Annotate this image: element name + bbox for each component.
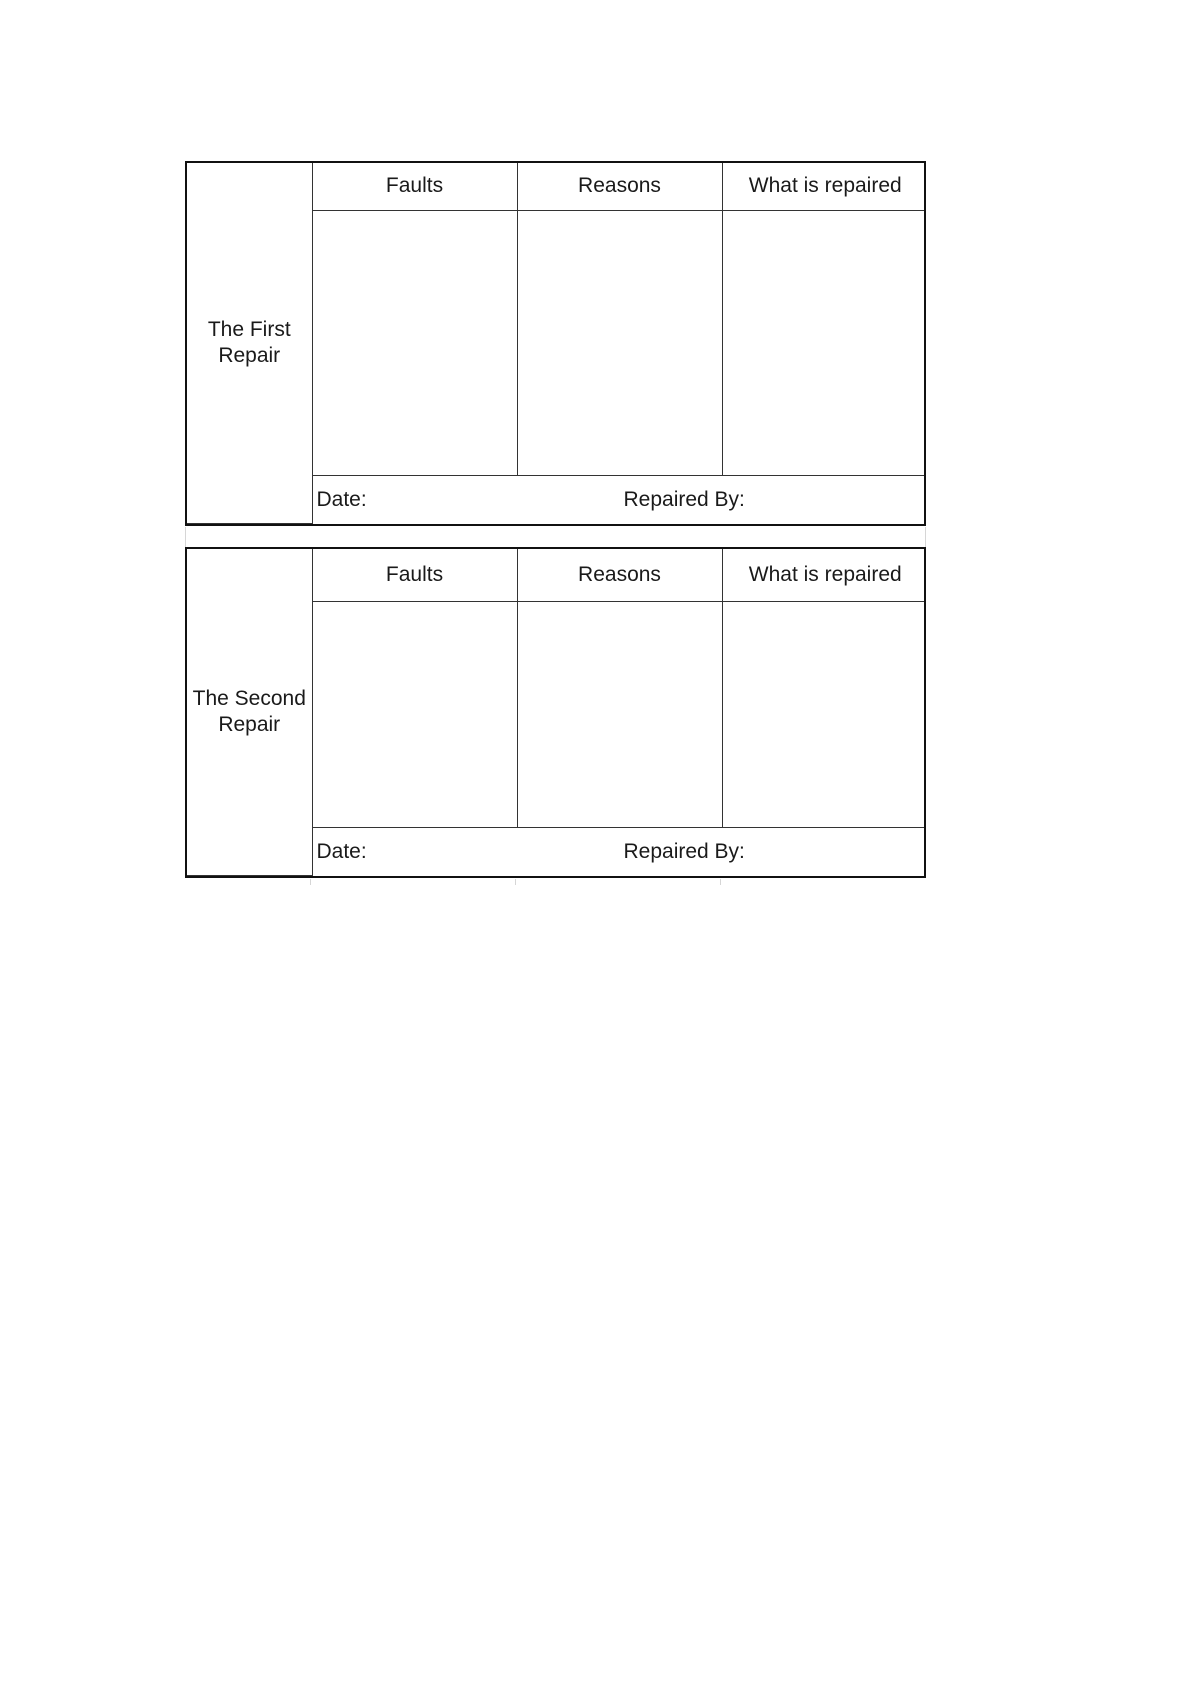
column-header-what-is-repaired: What is repaired xyxy=(722,549,924,601)
column-header-faults: Faults xyxy=(312,163,517,210)
faults-entry-cell[interactable] xyxy=(312,601,517,827)
faint-gridline xyxy=(925,527,926,547)
faults-entry-cell[interactable] xyxy=(312,210,517,475)
column-header-reasons: Reasons xyxy=(517,163,722,210)
faint-gridline xyxy=(720,879,721,885)
faint-gridline xyxy=(185,527,186,547)
repair-table xyxy=(187,163,924,524)
second-repair-form xyxy=(185,547,926,878)
repair-title-line2: Repair xyxy=(218,713,281,736)
date-label: Date: xyxy=(316,487,367,511)
repair-title-line2: Repair xyxy=(218,344,281,367)
column-header-reasons: Reasons xyxy=(517,549,722,601)
first-repair-form xyxy=(185,161,926,526)
repair-title-line1: The First xyxy=(207,318,291,341)
repair-title-cell xyxy=(187,163,312,524)
faint-gridline xyxy=(310,879,311,885)
what-is-repaired-entry-cell[interactable] xyxy=(722,210,924,475)
footer-row xyxy=(312,827,924,876)
repair-table xyxy=(187,549,924,876)
date-label: Date: xyxy=(316,839,367,863)
column-header-what-is-repaired: What is repaired xyxy=(722,163,924,210)
repaired-by-label: Repaired By: xyxy=(623,839,745,863)
reasons-entry-cell[interactable] xyxy=(517,601,722,827)
repair-title-cell xyxy=(187,549,312,876)
column-header-faults: Faults xyxy=(312,549,517,601)
repair-title-line1: The Second xyxy=(192,687,306,710)
faint-gridline xyxy=(515,879,516,885)
repaired-by-label: Repaired By: xyxy=(623,487,745,511)
footer-row xyxy=(312,475,924,524)
reasons-entry-cell[interactable] xyxy=(517,210,722,475)
what-is-repaired-entry-cell[interactable] xyxy=(722,601,924,827)
